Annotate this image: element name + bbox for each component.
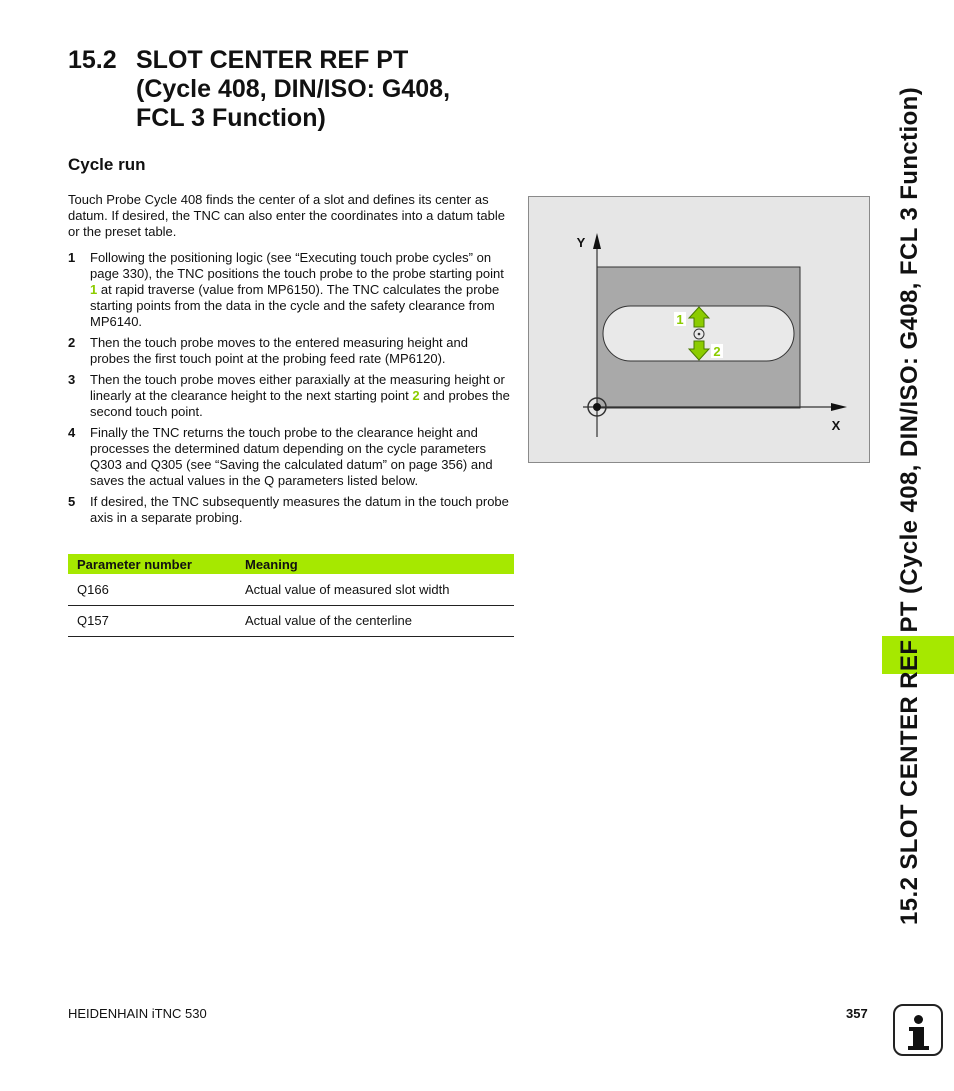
step-text-cont: at rapid traverse (value from MP6150). The TNC calculates the probe starting points from the data in the cycle and the safety clearance from MP6140. bbox=[90, 282, 500, 329]
step-item bbox=[68, 372, 510, 420]
step-number: 3 bbox=[68, 372, 76, 387]
column-header: Meaning bbox=[236, 554, 514, 574]
step-item bbox=[68, 335, 510, 367]
intro-paragraph: Touch Probe Cycle 408 finds the center of a slot and defines its center as datum. If desired, the TNC can also enter the coordinates into a datum table or the preset table. bbox=[68, 192, 505, 239]
page-number: 357 bbox=[846, 1006, 868, 1021]
point-ref-1: 1 bbox=[90, 282, 98, 297]
footer-manual: HEIDENHAIN iTNC 530 bbox=[68, 1006, 207, 1021]
slot-diagram bbox=[528, 196, 870, 463]
x-axis-arrow bbox=[831, 403, 847, 411]
side-title-text: 15.2 SLOT CENTER REF PT (Cycle 408, DIN/ISO: G408, FCL 3 Function) bbox=[896, 86, 923, 925]
section-number: 15.2 bbox=[68, 46, 117, 74]
step-number: 2 bbox=[68, 335, 76, 350]
point-2-label: 2 bbox=[713, 344, 721, 359]
table-header-row bbox=[68, 554, 514, 574]
table-row bbox=[68, 605, 514, 636]
parameter-table bbox=[68, 554, 514, 637]
step-text: Finally the TNC returns the touch probe to the clearance height and processes the determined datum depending on the cycle parameters Q303 and Q305 (see “Saving the calculated datum” on page 356) and saves the actual values in the Q parameters listed below. bbox=[90, 425, 493, 488]
step-item bbox=[68, 425, 510, 489]
step-item bbox=[68, 494, 510, 526]
step-item bbox=[68, 250, 510, 330]
step-number: 1 bbox=[68, 250, 76, 265]
step-number: 5 bbox=[68, 494, 76, 509]
y-axis-label: Y bbox=[576, 235, 586, 250]
body-text bbox=[68, 192, 510, 531]
page-title bbox=[68, 46, 450, 133]
step-number: 4 bbox=[68, 425, 76, 440]
step-text: Then the touch probe moves to the entered measuring height and probes the first touch point at the probing feed rate (MP6120). bbox=[90, 335, 468, 366]
table-cell: Actual value of measured slot width bbox=[236, 574, 514, 605]
title-line-2: (Cycle 408, DIN/ISO: G408, bbox=[136, 75, 451, 103]
title-line-3: FCL 3 Function) bbox=[136, 104, 326, 132]
table-cell: Actual value of the centerline bbox=[236, 605, 514, 636]
step-text: Following the positioning logic (see “Executing touch probe cycles” on page 330), the TNC positions the touch probe to the probe starting point bbox=[90, 250, 504, 281]
point-ref-2: 2 bbox=[412, 388, 420, 403]
info-icon bbox=[893, 1004, 943, 1056]
y-axis-arrow bbox=[593, 233, 601, 249]
point-1-label: 1 bbox=[676, 312, 684, 327]
title-line-1: SLOT CENTER REF PT bbox=[136, 46, 409, 74]
column-header: Parameter number bbox=[68, 554, 236, 574]
step-text: If desired, the TNC subsequently measures the datum in the touch probe axis in a separate probing. bbox=[90, 494, 509, 525]
step-text: Then the touch probe moves either paraxially at the measuring height or linearly at the clearance height to the next starting point bbox=[90, 372, 505, 403]
x-axis-label: X bbox=[831, 418, 841, 433]
table-cell: Q157 bbox=[68, 605, 236, 636]
step-text-cont: and probes the second touch point. bbox=[90, 388, 510, 419]
section-heading: Cycle run bbox=[68, 155, 146, 174]
table-cell: Q166 bbox=[68, 574, 236, 605]
table-row bbox=[68, 574, 514, 605]
